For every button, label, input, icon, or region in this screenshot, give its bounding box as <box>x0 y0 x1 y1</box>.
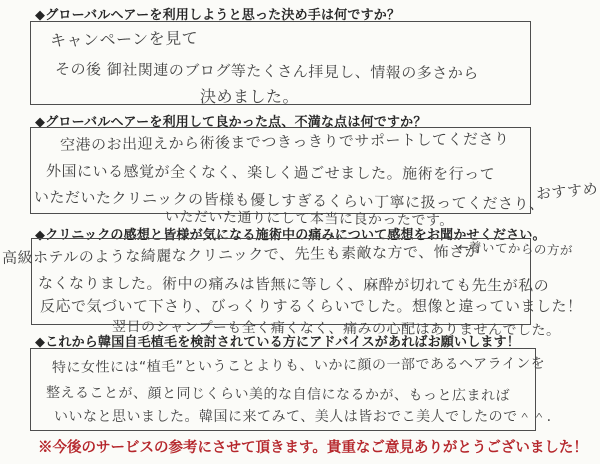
answer-1-line-2: その後 御社関連のブログ等たくさん拝見し、情報の多さから <box>54 60 479 83</box>
answer-4-line-3: いいなと思いました。韓国に来てみて、美人は皆おでこ美人でしたので＾＾. <box>54 409 552 425</box>
answer-3-insertion-note: ←着いてからの方が <box>457 239 574 259</box>
answer-4-line-2: 整えることが、顔と同じくらい美的な自信になるかが、もっと広まれば <box>45 385 511 405</box>
answer-3-line-3: 反応で気づいて下さり、びっくりするくらいでした。想像と違っていました！ <box>40 297 583 315</box>
answer-3-line-4: 翌日のシャンプーも全く痛くなく、痛みの心配はありませんでした。 <box>111 319 561 339</box>
answer-1-line-1: キャンペーンを見て <box>49 28 199 50</box>
answer-4-line-1: 特に女性には“植毛”ということよりも、いかに顔の一部であるヘアラインを <box>51 355 546 376</box>
answer-2-margin-note: おすすめ <box>535 179 599 203</box>
question-2-label: ◆グローバルヘアーを利用して良かった点、不満な点は何ですか？ <box>35 114 427 129</box>
answer-2-line-3: いただいたクリニックの皆様も優しすぎるくらい丁寧に扱ってくださり、 <box>33 188 545 214</box>
question-3-label: ◆クリニックの感想と皆様が気になる施術中の痛みについて感想をお聞かせください。 <box>35 227 546 242</box>
question-4-label: ◆これから韓国自毛植毛を検討されている方にアドバイスがあればお願いします！ <box>35 334 521 349</box>
answer-3-line-2: なくなりました。術中の痛みは皆無に等しく、麻酔が切れても先生が私の <box>37 274 550 295</box>
answer-2-line-2: 外国にいる感覚が全くなく、楽しく過ごせました。施術を行って <box>45 162 496 184</box>
answer-2-overflow-line: いただいた通りにして本当に良かったです。 <box>164 209 454 230</box>
answer-2-line-1: 空港のお出迎えから術後までつきっきりでサポートしてくださり <box>59 129 510 154</box>
footer-note: ※今後のサービスの参考にさせて頂きます。貴重なご意見ありがとうございました！ <box>38 440 588 456</box>
question-1-label: ◆グローバルヘアーを利用しようと思った決め手は何ですか？ <box>35 7 401 22</box>
answer-1-line-3: 決めました。 <box>200 87 300 106</box>
answer-3-line-1: 高級ホテルのような綺麗なクリニックで、先生も素敵な方で、怖さが <box>1 242 481 267</box>
